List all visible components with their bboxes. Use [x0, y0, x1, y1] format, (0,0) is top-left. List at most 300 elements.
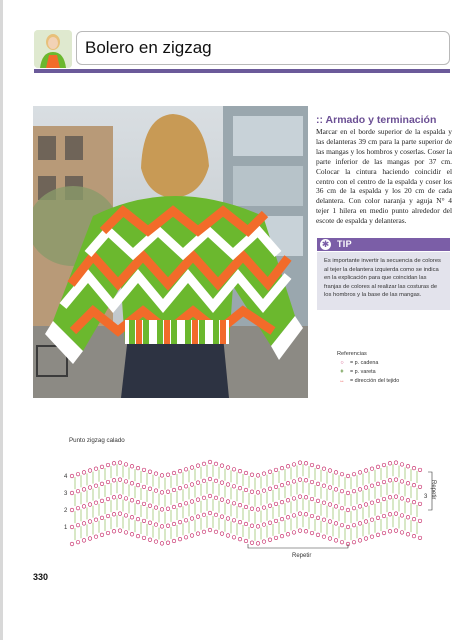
chain-stitch-mark: [298, 495, 302, 499]
chain-stitch-mark: [70, 542, 74, 546]
chain-stitch-mark: [142, 536, 146, 540]
chain-stitch-mark: [268, 470, 272, 474]
chain-stitch-mark: [238, 503, 242, 507]
chain-stitch-mark: [388, 495, 392, 499]
chain-stitch-mark: [322, 484, 326, 488]
chain-stitch-mark: [292, 514, 296, 518]
chain-stitch-mark: [88, 520, 92, 524]
chain-stitch-mark: [364, 469, 368, 473]
chain-stitch-mark: [202, 530, 206, 534]
chain-stitch-mark: [304, 461, 308, 465]
chain-stitch-mark: [256, 525, 260, 529]
page-number: 330: [33, 572, 49, 582]
chain-stitch-mark: [208, 477, 212, 481]
chain-stitch-mark: [388, 529, 392, 533]
chain-stitch-mark: [202, 513, 206, 517]
chain-stitch-mark: [178, 520, 182, 524]
legend-label: = p. cadena: [350, 360, 379, 366]
chain-stitch-mark: [232, 485, 236, 489]
chain-stitch-mark: [286, 464, 290, 468]
row-number: 4: [64, 474, 68, 480]
chain-stitch-mark: [286, 532, 290, 536]
chain-stitch-mark: [394, 495, 398, 499]
chain-stitch-mark: [328, 486, 332, 490]
page-title: Bolero en zigzag: [85, 38, 212, 57]
chain-stitch-mark: [160, 491, 164, 495]
chain-stitch-mark: [232, 468, 236, 472]
bolero-photo: [33, 106, 308, 398]
chain-stitch-mark: [106, 531, 110, 535]
chain-stitch-mark: [304, 529, 308, 533]
chain-stitch-mark: [364, 486, 368, 490]
chain-stitch-mark: [244, 539, 248, 543]
chain-stitch-mark: [172, 522, 176, 526]
chain-stitch-mark: [250, 524, 254, 528]
legend-title: Referencias: [337, 351, 367, 357]
chain-stitch-mark: [94, 501, 98, 505]
chain-stitch-mark: [118, 529, 122, 533]
chain-stitch-mark: [100, 482, 104, 486]
diagram-title: Punto zigzag calado: [69, 437, 125, 444]
chain-stitch-mark: [316, 465, 320, 469]
chain-stitch-mark: [388, 461, 392, 465]
chain-stitch-mark: [196, 515, 200, 519]
chain-stitch-mark: [76, 540, 80, 544]
chain-stitch-mark: [214, 462, 218, 466]
chain-stitch-mark: [310, 514, 314, 518]
chain-stitch-mark: [370, 501, 374, 505]
chain-stitch-mark: [226, 466, 230, 470]
chain-stitch-mark: [178, 537, 182, 541]
chain-stitch-mark: [172, 505, 176, 509]
chain-stitch-mark: [274, 502, 278, 506]
chain-stitch-mark: [112, 495, 116, 499]
chain-stitch-mark: [190, 500, 194, 504]
chain-stitch-mark: [238, 469, 242, 473]
chain-stitch-mark: [214, 530, 218, 534]
chain-stitch-mark: [292, 531, 296, 535]
chain-stitch-mark: [244, 505, 248, 509]
chain-stitch-mark: [226, 483, 230, 487]
chain-stitch-mark: [136, 483, 140, 487]
chain-stitch-mark: [382, 463, 386, 467]
chain-stitch-mark: [262, 540, 266, 544]
chain-stitch-mark: [196, 498, 200, 502]
chain-stitch-mark: [406, 481, 410, 485]
chain-stitch-mark: [238, 537, 242, 541]
side-repeat-count: 3: [424, 494, 428, 500]
header-title-box: [76, 31, 450, 65]
chain-stitch-mark: [256, 508, 260, 512]
tip-icon: ✱: [321, 239, 330, 249]
chain-stitch-mark: [82, 488, 86, 492]
chain-stitch-mark: [142, 519, 146, 523]
chain-stitch-mark: [268, 504, 272, 508]
chain-stitch-mark: [376, 499, 380, 503]
chain-stitch-mark: [256, 542, 260, 546]
chain-stitch-mark: [82, 471, 86, 475]
chain-stitch-mark: [322, 467, 326, 471]
chain-stitch-mark: [388, 512, 392, 516]
chain-stitch-mark: [142, 485, 146, 489]
chain-stitch-mark: [118, 495, 122, 499]
chain-stitch-mark: [178, 486, 182, 490]
chain-stitch-mark: [340, 489, 344, 493]
chain-stitch-mark: [376, 533, 380, 537]
tip-text: Es importante invertir la secuencia de colores al tejer la delantera izquierda como se indica en la explicación para que coincidan las franjas de colores al realizar las costuras de los hombros y la base de las mangas.: [324, 258, 441, 298]
chain-stitch-mark: [76, 489, 80, 493]
chain-stitch-mark: [250, 541, 254, 545]
chain-stitch-mark: [94, 518, 98, 522]
chain-stitch-mark: [112, 461, 116, 465]
chain-stitch-mark: [346, 491, 350, 495]
chain-stitch-mark: [310, 480, 314, 484]
chain-stitch-mark: [94, 484, 98, 488]
chain-stitch-mark: [88, 486, 92, 490]
chain-stitch-mark: [334, 539, 338, 543]
chain-stitch-mark: [292, 480, 296, 484]
chain-stitch-mark: [130, 515, 134, 519]
chain-stitch-mark: [130, 532, 134, 536]
chain-stitch-mark: [232, 519, 236, 523]
chain-stitch-mark: [412, 500, 416, 504]
chain-stitch-mark: [298, 478, 302, 482]
chain-stitch-mark: [274, 536, 278, 540]
chain-stitch-mark: [400, 463, 404, 467]
chain-stitch-mark: [352, 506, 356, 510]
chain-stitch-mark: [388, 478, 392, 482]
chain-stitch-mark: [136, 517, 140, 521]
chain-stitch-mark: [394, 529, 398, 533]
chain-stitch-mark: [286, 481, 290, 485]
chain-stitch-mark: [364, 503, 368, 507]
chain-stitch-mark: [190, 517, 194, 521]
chain-stitch-mark: [346, 525, 350, 529]
chain-stitch-mark: [88, 503, 92, 507]
chain-stitch-mark: [376, 516, 380, 520]
chain-stitch-mark: [370, 467, 374, 471]
chain-stitch-mark: [394, 512, 398, 516]
chain-stitch-mark: [316, 516, 320, 520]
chain-stitch-mark: [418, 536, 422, 540]
chain-stitch-mark: [172, 471, 176, 475]
chain-stitch-mark: [406, 464, 410, 468]
chain-stitch-mark: [118, 461, 122, 465]
chain-stitch-mark: [130, 481, 134, 485]
row-number: 1: [64, 525, 68, 531]
chain-stitch-mark: [178, 469, 182, 473]
chain-stitch-mark: [400, 514, 404, 518]
chain-stitch-mark: [106, 463, 110, 467]
chain-stitch-mark: [196, 464, 200, 468]
chain-stitch-mark: [394, 461, 398, 465]
chain-stitch-mark: [310, 497, 314, 501]
chain-stitch-mark: [70, 491, 74, 495]
chain-stitch-mark: [112, 529, 116, 533]
chain-stitch-mark: [418, 502, 422, 506]
chain-stitch-mark: [334, 488, 338, 492]
chain-stitch-mark: [304, 512, 308, 516]
chain-stitch-mark: [274, 468, 278, 472]
chain-stitch-mark: [274, 485, 278, 489]
chain-stitch-mark: [154, 540, 158, 544]
chain-stitch-mark: [202, 496, 206, 500]
chain-stitch-mark: [190, 466, 194, 470]
legend-label: = p. vareta: [350, 369, 376, 375]
chain-stitch-mark: [166, 473, 170, 477]
chain-stitch-mark: [160, 508, 164, 512]
chain-stitch-mark: [370, 535, 374, 539]
chain-stitch-mark: [310, 531, 314, 535]
chain-stitch-mark: [76, 523, 80, 527]
header-accent-bar: [34, 69, 450, 73]
chain-stitch-mark: [244, 522, 248, 526]
chain-stitch-mark: [214, 496, 218, 500]
chain-stitch-mark: [322, 535, 326, 539]
chain-stitch-mark: [220, 464, 224, 468]
chain-stitch-mark: [214, 479, 218, 483]
chain-stitch-mark: [418, 519, 422, 523]
chain-stitch-mark: [400, 480, 404, 484]
chain-stitch-mark: [118, 478, 122, 482]
chain-stitch-mark: [286, 515, 290, 519]
chain-stitch-mark: [304, 495, 308, 499]
chain-stitch-mark: [184, 502, 188, 506]
chain-stitch-mark: [154, 472, 158, 476]
chain-stitch-mark: [88, 537, 92, 541]
chain-stitch-mark: [400, 531, 404, 535]
chain-stitch-mark: [364, 537, 368, 541]
chain-stitch-mark: [130, 464, 134, 468]
chain-stitch-mark: [412, 517, 416, 521]
chain-stitch-mark: [166, 507, 170, 511]
chain-stitch-mark: [184, 536, 188, 540]
chain-stitch-mark: [412, 483, 416, 487]
chain-stitch-mark: [280, 483, 284, 487]
chain-stitch-mark: [262, 472, 266, 476]
chain-stitch-mark: [340, 523, 344, 527]
chain-stitch-mark: [400, 497, 404, 501]
chain-stitch-mark: [190, 483, 194, 487]
chain-stitch-mark: [406, 498, 410, 502]
header-thumbnail-image: [34, 30, 72, 68]
chain-stitch-mark: [196, 532, 200, 536]
chain-stitch-mark: [232, 502, 236, 506]
chain-stitch-mark: [172, 488, 176, 492]
chain-stitch-mark: [94, 535, 98, 539]
chain-stitch-mark: [124, 480, 128, 484]
chain-stitch-mark: [142, 502, 146, 506]
chain-stitch-mark: [148, 504, 152, 508]
chain-stitch-mark: [304, 478, 308, 482]
chain-stitch-mark: [406, 515, 410, 519]
chain-stitch-mark: [250, 507, 254, 511]
chain-stitch-mark: [334, 471, 338, 475]
chain-stitch-mark: [226, 517, 230, 521]
tip-header: [317, 238, 450, 251]
chain-stitch-mark: [244, 488, 248, 492]
chain-stitch-mark: [280, 517, 284, 521]
chain-stitch-mark: [184, 519, 188, 523]
chain-stitch-mark: [382, 480, 386, 484]
bottom-repeat-label: Repetir: [292, 553, 312, 559]
chain-stitch-mark: [154, 523, 158, 527]
chain-stitch-mark: [370, 518, 374, 522]
chain-stitch-mark: [250, 490, 254, 494]
chain-stitch-mark: [202, 462, 206, 466]
chain-stitch-mark: [262, 506, 266, 510]
chain-stitch-mark: [256, 474, 260, 478]
chain-stitch-mark: [316, 482, 320, 486]
chain-stitch-mark: [328, 503, 332, 507]
chain-stitch-mark: [124, 497, 128, 501]
chain-stitch-mark: [328, 520, 332, 524]
chain-stitch-mark: [184, 468, 188, 472]
chain-stitch-mark: [76, 472, 80, 476]
chain-stitch-mark: [100, 465, 104, 469]
chain-stitch-mark: [244, 471, 248, 475]
legend-item-vareta: [337, 369, 376, 375]
legend-item-cadena: [337, 360, 378, 366]
chain-stitch-mark: [160, 474, 164, 478]
legend-item-direccion: [337, 378, 399, 384]
chain-stitch-mark: [322, 518, 326, 522]
chain-stitch-mark: [346, 474, 350, 478]
chain-stitch-mark: [148, 538, 152, 542]
chain-stitch-mark: [136, 500, 140, 504]
chain-stitch-mark: [100, 516, 104, 520]
chain-stitch-mark: [88, 469, 92, 473]
chain-stitch-mark: [82, 539, 86, 543]
chain-stitch-mark: [412, 534, 416, 538]
chain-stitch-mark: [256, 491, 260, 495]
chain-stitch-mark: [154, 506, 158, 510]
chain-stitch-mark: [70, 474, 74, 478]
chain-stitch-mark: [208, 511, 212, 515]
chain-stitch-mark: [328, 537, 332, 541]
chain-stitch-mark: [262, 523, 266, 527]
chain-stitch-mark: [70, 508, 74, 512]
section-title: :: Armado y terminación: [316, 114, 437, 126]
chain-stitch-mark: [208, 460, 212, 464]
chain-stitch-mark: [364, 520, 368, 524]
chain-stitch-mark: [196, 481, 200, 485]
chain-stitch-mark: [70, 525, 74, 529]
chain-stitch-mark: [226, 500, 230, 504]
chain-stitch-mark: [358, 505, 362, 509]
chain-stitch-mark: [166, 490, 170, 494]
chain-stitch-mark: [334, 505, 338, 509]
chain-stitch-mark: [358, 522, 362, 526]
chain-stitch-mark: [394, 478, 398, 482]
chain-stitch-mark: [124, 531, 128, 535]
chain-stitch-mark: [82, 505, 86, 509]
chain-stitch-mark: [310, 463, 314, 467]
chain-stitch-mark: [268, 521, 272, 525]
chain-stitch-mark: [352, 472, 356, 476]
chain-stitch-mark: [190, 534, 194, 538]
chain-stitch-mark: [178, 503, 182, 507]
chain-stitch-mark: [418, 468, 422, 472]
chain-stitch-mark: [76, 506, 80, 510]
chain-stitch-mark: [316, 533, 320, 537]
chain-stitch-mark: [382, 531, 386, 535]
chain-stitch-mark: [316, 499, 320, 503]
chain-stitch-mark: [280, 534, 284, 538]
chain-stitch-mark: [220, 498, 224, 502]
chain-stitch-mark: [352, 489, 356, 493]
chain-stitch-mark: [352, 523, 356, 527]
chain-stitch-mark: [148, 521, 152, 525]
chain-stitch-mark: [148, 487, 152, 491]
chain-stitch-mark: [148, 470, 152, 474]
chain-stitch-mark: [262, 489, 266, 493]
chain-stitch-mark: [298, 461, 302, 465]
row-number: 3: [64, 491, 68, 497]
chain-stitch-mark: [280, 466, 284, 470]
chain-stitch-mark: [172, 539, 176, 543]
chain-stitch-mark: [100, 499, 104, 503]
chain-stitch-mark: [352, 540, 356, 544]
chain-stitch-mark: [166, 541, 170, 545]
chain-stitch-mark: [208, 494, 212, 498]
chain-stitch-mark: [382, 497, 386, 501]
chain-stitch-mark: [268, 538, 272, 542]
chain-stitch-mark: [226, 534, 230, 538]
chain-stitch-mark: [124, 514, 128, 518]
chain-stitch-mark: [280, 500, 284, 504]
chain-stitch-mark: [292, 463, 296, 467]
chain-stitch-mark: [166, 524, 170, 528]
chain-stitch-mark: [274, 519, 278, 523]
section-body: Marcar en el borde superior de la espalda y las delanteras 39 cm para la parte superior de las mangas y los hombros y coserlas. Coser la parte inferior de las mangas por 37 cm. Colocar la cintura haciendo coincidir el centro con el centro de la espalda y coser los 36 cm de la espalda y los 20 cm de cada delantera. Con color naranja y aguja N° 4 tejer 1 hilera en medio punto alrededor del escote de espalda y delanteras.: [316, 127, 452, 226]
chain-stitch-mark: [382, 514, 386, 518]
chain-stitch-mark: [418, 485, 422, 489]
side-repeat-label: Repetir: [430, 480, 436, 500]
tip-label: TIP: [337, 239, 352, 249]
chain-stitch-mark: [376, 482, 380, 486]
row-number: 2: [64, 508, 68, 514]
chain-stitch-mark: [250, 473, 254, 477]
chain-stitch-mark: [298, 512, 302, 516]
chain-stitch-mark: [358, 539, 362, 543]
chain-stitch-mark: [112, 478, 116, 482]
chain-stitch-mark: [220, 481, 224, 485]
chain-stitch-mark: [406, 532, 410, 536]
chain-stitch-mark: [100, 533, 104, 537]
chain-stitch-mark: [136, 466, 140, 470]
chain-stitch-mark: [160, 525, 164, 529]
chain-stitch-mark: [322, 501, 326, 505]
chain-stitch-mark: [298, 529, 302, 533]
chain-stitch-mark: [136, 534, 140, 538]
legend-label: = dirección del tejido: [350, 378, 400, 384]
chain-stitch-mark: [208, 528, 212, 532]
treble-stitch-icon: ǂ: [340, 369, 344, 375]
chain-stitch-mark: [376, 465, 380, 469]
chain-stitch-mark: [82, 522, 86, 526]
chain-stitch-mark: [202, 479, 206, 483]
chain-stitch-mark: [106, 497, 110, 501]
chain-stitch-mark: [340, 506, 344, 510]
chain-stitch-mark: [286, 498, 290, 502]
chain-stitch-mark: [106, 514, 110, 518]
chain-stitch-mark: [340, 472, 344, 476]
chain-stitch-mark: [118, 512, 122, 516]
chain-stitch-icon: ○: [340, 360, 344, 366]
stitch-diagram: [48, 440, 438, 562]
chain-stitch-mark: [184, 485, 188, 489]
